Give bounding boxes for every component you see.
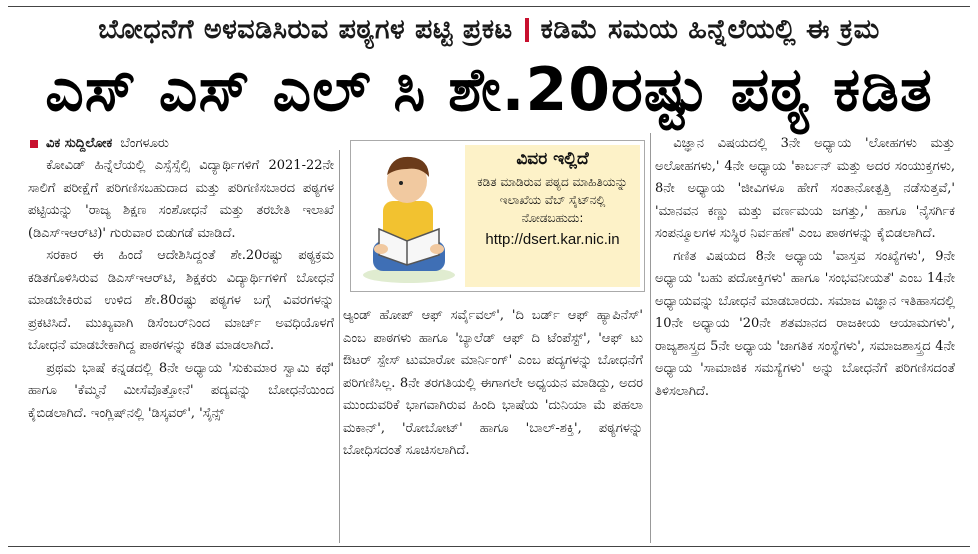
article-paragraph: ಕೋವಿಡ್ ಹಿನ್ನೆಲೆಯಲ್ಲಿ ಎಸ್ಸೆಸ್ಸೆಲ್ಸಿ ವಿದ್ಯಾರ್ಥಿಗಳಿಗೆ 2021-22ನೇ ಸಾಲಿಗೆ ಪರೀಕ್ಷೆಗೆ ಪರಿಗಣಿಸಬಹುದಾದ ಮತ್ತು ಪರಿಗಣಿಸಬಾರದ ಪಠ್ಯಗಳ ಪಟ್ಟಿಯನ್ನು 'ರಾಜ್ಯ ಶಿಕ್ಷಣ ಸಂಶೋಧನೆ ಮತ್ತು ತರಬೇತಿ ಇಲಾಖೆ (ಡಿಎಸ್ಇಆರ್‌ಟಿ)' ಗುರುವಾರ ಬಿಡುಗಡೆ ಮಾಡಿದೆ. bbox=[28, 158, 334, 241]
article-paragraph: ಸರಕಾರ ಈ ಹಿಂದೆ ಆದೇಶಿಸಿದ್ದಂತೆ ಶೇ.20ರಷ್ಟು ಪಠ್ಯಕ್ರಮ ಕಡಿತಗೊಳಿಸಿರುವ ಡಿಎಸ್ಇಆರ್‌ಟಿ, ಶಿಕ್ಷಕರು ವಿದ್ಯಾರ್ಥಿಗಳಿಗೆ ಬೋಧನೆ ಮಾಡಬೇಕಿರುವ ಉಳಿದ ಶೇ.80ರಷ್ಟು ಪಠ್ಯಗಳ ಬಗ್ಗೆ ವಿವರಗಳನ್ನು ಪ್ರಕಟಿಸಿದೆ. ಮುಖ್ಯವಾಗಿ ಡಿಸೆಂಬರ್‌ನಿಂದ ಮಾರ್ಚ್ ಅವಧಿಯೊಳಗೆ ಬೋಧನೆ ಮಾಡಬೇಕಾಗಿದ್ದ ಪಾಠಗಳನ್ನು ಕಡಿತ ಮಾಡಲಾಗಿದೆ. bbox=[28, 248, 334, 353]
byline-square-icon bbox=[30, 140, 38, 148]
info-url-link[interactable]: http://dsert.kar.nic.in bbox=[485, 231, 620, 248]
info-title: ವಿವರ ಇಲ್ಲಿದೆ bbox=[516, 149, 589, 169]
info-box bbox=[350, 140, 645, 292]
article-column-2 bbox=[343, 305, 643, 543]
column-divider bbox=[339, 150, 340, 543]
boy-reading-book-icon bbox=[355, 145, 463, 287]
kicker-line bbox=[0, 14, 978, 54]
top-rule bbox=[8, 6, 970, 7]
kicker-left: ಬೋಧನೆಗೆ ಅಳವಡಿಸಿರುವ ಪಠ್ಯಗಳ ಪಟ್ಟಿ ಪ್ರಕಟ bbox=[98, 14, 513, 45]
article-paragraph: ಪ್ರಥಮ ಭಾಷೆ ಕನ್ನಡದಲ್ಲಿ 8ನೇ ಅಧ್ಯಾಯ 'ಸುಕುಮಾರ ಸ್ವಾಮಿ ಕಥೆ' ಹಾಗೂ 'ಕೆಮ್ಮನೆ ಮೀಸೆವೊತ್ತೋನೆ' ಪದ್ಯವನ್ನು ಬೋಧನೆಯಿಂದ ಕೈಬಿಡಲಾಗಿದೆ. ಇಂಗ್ಲಿಷ್‌ನಲ್ಲಿ 'ಡಿಸ್ಕವರ್', 'ಸೈನ್ಸ್ bbox=[28, 360, 334, 421]
info-body: ಕಡಿತ ಮಾಡಿರುವ ಪಠ್ಯದ ಮಾಹಿತಿಯನ್ನು ಇಲಾಖೆಯ ವೆಬ್ ಸೈಟ್‌ನಲ್ಲಿ ನೋಡಬಹುದು: bbox=[477, 175, 628, 225]
column-divider bbox=[650, 133, 651, 543]
article-paragraph: ಗಣಿತ ವಿಷಯದ 8ನೇ ಅಧ್ಯಾಯ 'ವಾಸ್ತವ ಸಂಖ್ಯೆಗಳು', 9ನೇ ಅಧ್ಯಾಯ 'ಬಹು ಪದೋಕ್ತಿಗಳು' ಹಾಗೂ 'ಸಂಭವನೀಯತೆ' ಎಂಬ 14ನೇ ಅಧ್ಯಾಯವನ್ನು ಬೋಧನೆ ಮಾಡಬಾರದು. ಸಮಾಜ ವಿಜ್ಞಾನ ಇತಿಹಾಸದಲ್ಲಿ 10ನೇ ಅಧ್ಯಾಯ '20ನೇ ಶತಮಾನದ ರಾಜಕೀಯ ಆಯಾಮಗಳು', ರಾಜ್ಯಶಾಸ್ತ್ರದ 5ನೇ ಅಧ್ಯಾಯ 'ಜಾಗತಿಕ ಸಂಸ್ಥೆಗಳು', ಸಮಾಜಶಾಸ್ತ್ರದ 4ನೇ ಅಧ್ಯಾಯ 'ಸಾಮಾಜಿಕ ಸಮಸ್ಯೆಗಳು' ಅನ್ನು ಬೋಧನೆಗೆ ಪರಿಗಣಿಸದಂತೆ ತಿಳಿಸಲಾಗಿದೆ. bbox=[655, 248, 955, 399]
article-column-1 bbox=[28, 155, 334, 543]
article-paragraph: ಆ್ಯಂಡ್ ಹೋಪ್ ಆಫ್ ಸರ್ವೈವಲ್', 'ದಿ ಬರ್ಡ್ ಆಫ್ ಹ್ಯಾಪಿನೆಸ್' ಎಂಬ ಪಾಠಗಳು ಹಾಗೂ 'ಬ್ಯಾಲೆಡ್ ಆಫ್ ದಿ ಟೆಂಪೆಸ್ಟ್', 'ಆಫ್ ಟು ಔಟರ್ ಸ್ಪೇಸ್ ಟುಮಾರೋ ಮಾರ್ನಿಂಗ್' ಎಂಬ ಪದ್ಯಗಳನ್ನು ಬೋಧನೆಗೆ ಪರಿಗಣಿಸಿಲ್ಲ. 8ನೇ ತರಗತಿಯಲ್ಲಿ ಈಗಾಗಲೇ ಅಧ್ಯಯನ ಮಾಡಿದ್ದು, ಅದರ ಮುಂದುವರಿಕೆ ಭಾಗವಾಗಿರುವ ಹಿಂದಿ ಭಾಷೆಯ 'ದುನಿಯಾ ಮೆ ಪಹಲಾ ಮಕಾನ್', 'ರೋಬೋಟ್' ಹಾಗೂ 'ಬಾಲ್-ಶಕ್ತಿ', ಪಠ್ಯಗಳನ್ನು ಬೋಧಿಸದಂತೆ ಸೂಚಿಸಲಾಗಿದೆ. bbox=[343, 308, 643, 458]
bottom-rule bbox=[8, 546, 970, 547]
article-column-3 bbox=[655, 133, 955, 543]
info-panel bbox=[465, 145, 640, 287]
byline-place: ಬೆಂಗಳೂರು bbox=[120, 136, 169, 151]
main-headline: ಎಸ್ ಎಸ್ ಎಲ್ ಸಿ ಶೇ.20ರಷ್ಟು ಪಠ್ಯ ಕಡಿತ bbox=[45, 55, 933, 125]
article-paragraph: ವಿಜ್ಞಾನ ವಿಷಯದಲ್ಲಿ 3ನೇ ಅಧ್ಯಾಯ 'ಲೋಹಗಳು ಮತ್ತು ಅಲೋಹಗಳು,' 4ನೇ ಅಧ್ಯಾಯ 'ಕಾರ್ಬನ್ ಮತ್ತು ಅದರ ಸಂಯುಕ್ತಗಳು, 8ನೇ ಅಧ್ಯಾಯ 'ಜೀವಿಗಳೂ ಹೇಗೆ ಸಂತಾನೋತ್ಪತ್ತಿ ನಡೆಸುತ್ತವೆ,' 'ಮಾನವನ ಕಣ್ಣು ಮತ್ತು ವರ್ಣಮಯ ಜಗತ್ತು,' ಹಾಗೂ 'ನೈಸರ್ಗಿಕ ಸಂಪನ್ಮೂಲಗಳ ಸುಸ್ಥಿರ ನಿರ್ವಹಣೆ' ಎಂಬ ಪಾಠಗಳನ್ನು ಕೈಬಿಡಲಾಗಿದೆ. bbox=[655, 136, 955, 241]
kicker-right: ಕಡಿಮೆ ಸಮಯ ಹಿನ್ನೆಲೆಯಲ್ಲಿ ಈ ಕ್ರಮ bbox=[540, 14, 880, 45]
byline bbox=[30, 136, 169, 151]
kicker-separator bbox=[525, 18, 529, 42]
byline-source: ವಿಕ ಸುದ್ದಿಲೋಕ bbox=[46, 136, 113, 151]
